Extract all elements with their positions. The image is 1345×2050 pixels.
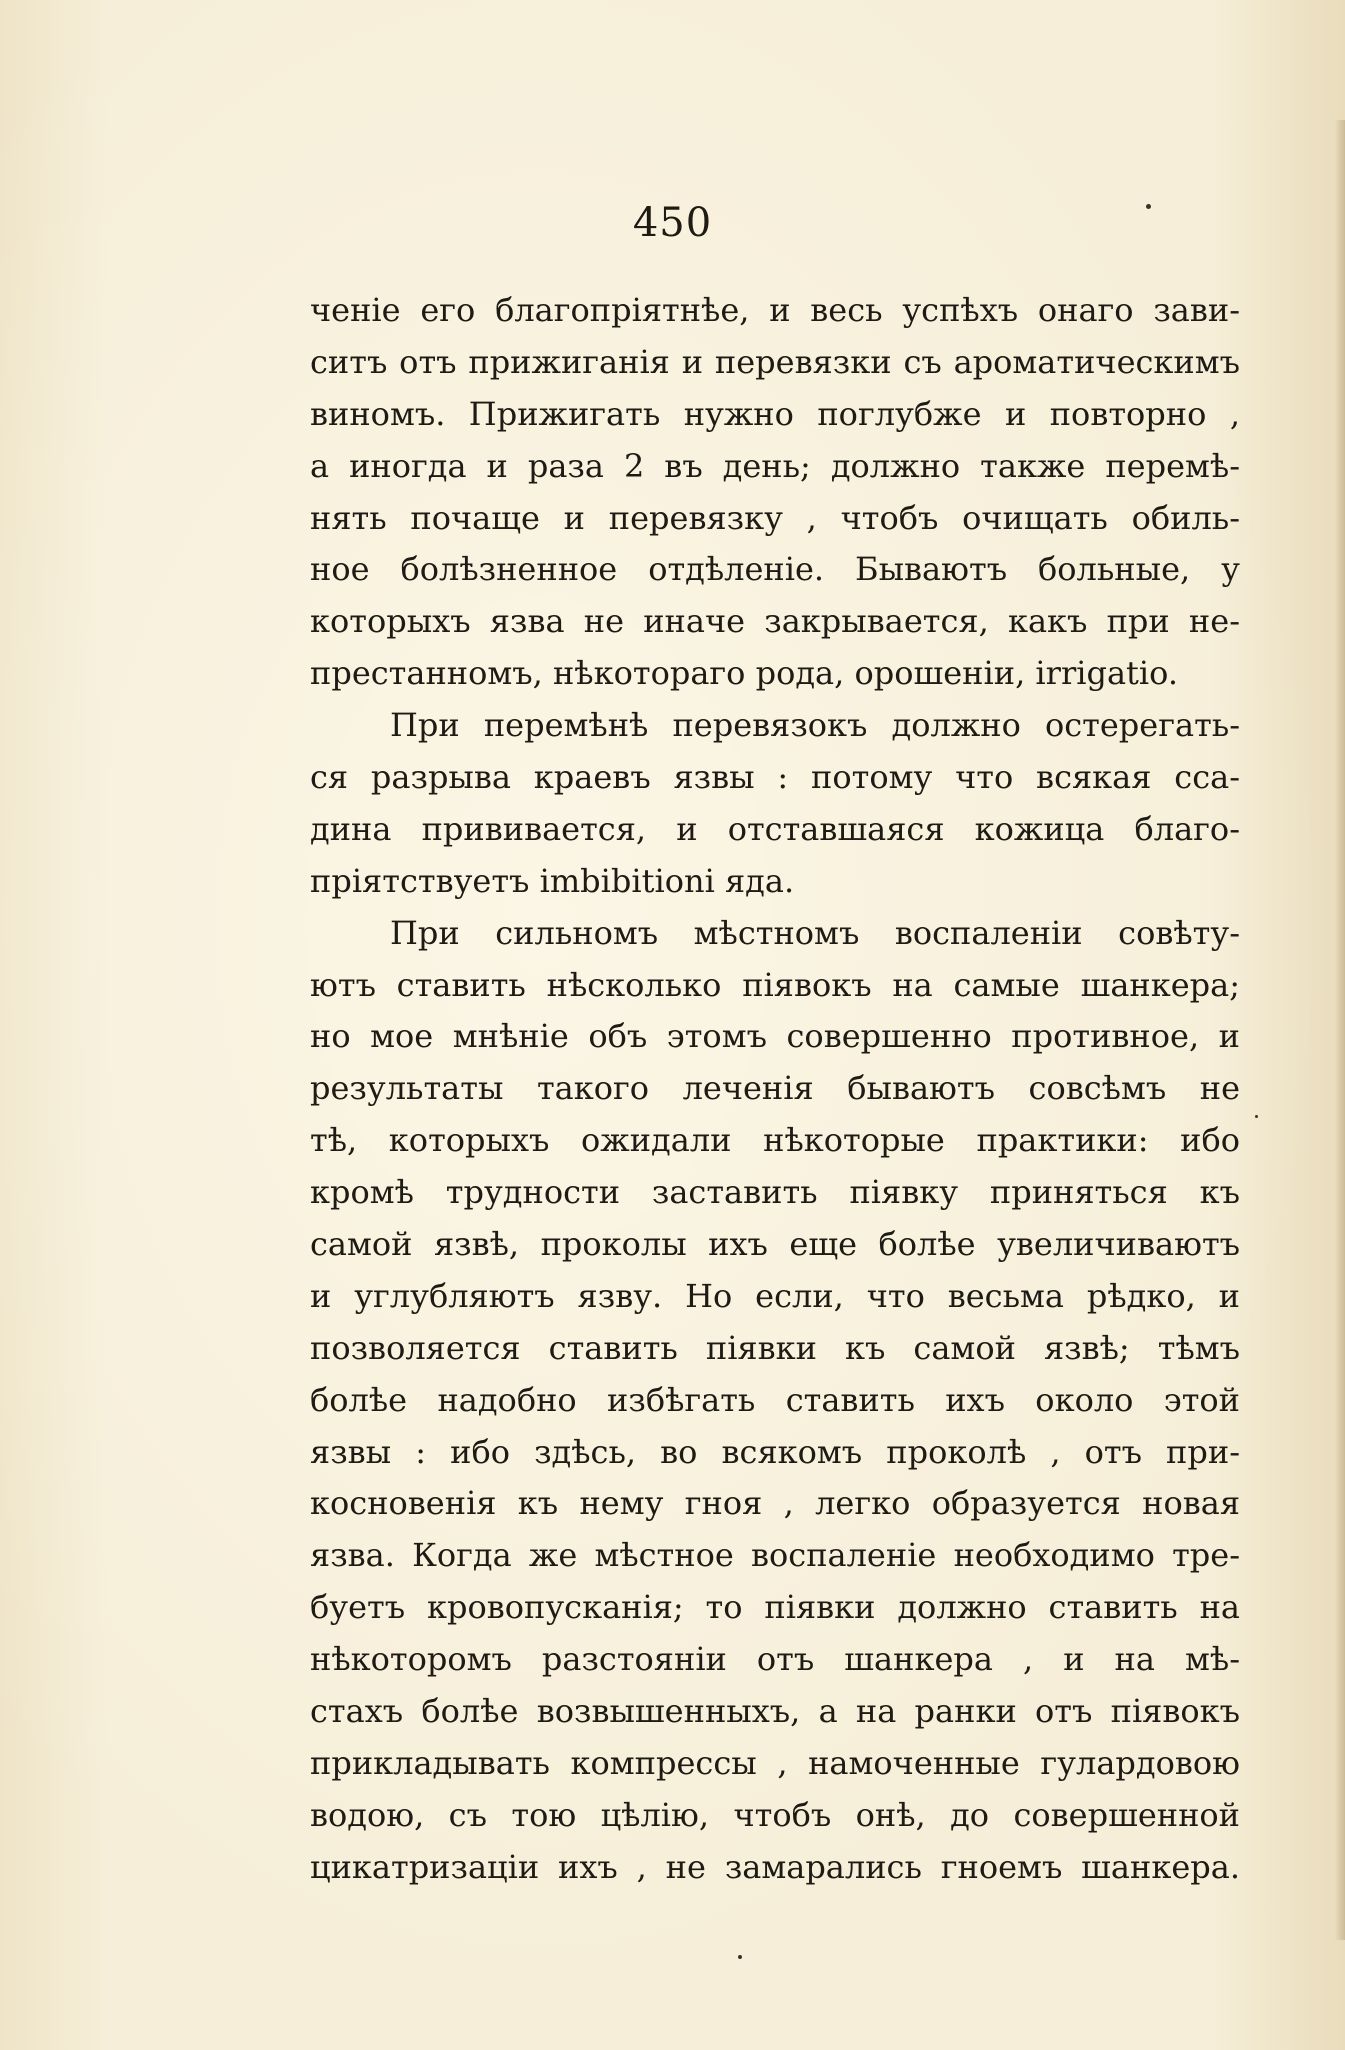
text-line: нять почаще и перевязку , чтобъ очищать обиль- [310,498,1240,537]
text-line: стахъ болѣе возвышенныхъ, а на ранки отъ піявокъ [310,1692,1240,1731]
text-line: но мое мнѣніе объ этомъ совершенно противное, и [310,1017,1240,1056]
text-line: а иногда и раза 2 въ день; должно также перемѣ- [310,446,1240,485]
ink-speck [1255,1115,1258,1118]
text-line: ченіе его благопріятнѣе, и весь успѣхъ онаго зави- [310,291,1240,329]
text-line: При перемѣнѣ перевязокъ должно остерегать- [390,706,1240,745]
text-line: ситъ отъ прижиганія и перевязки съ ароматическимъ [310,342,1240,381]
text-line: водою, съ тою цѣлію, чтобъ онѣ, до совершенной [310,1795,1240,1834]
body-text [310,285,1240,1894]
text-line: болѣе надобно избѣгать ставить ихъ около этой [310,1380,1240,1419]
text-line: пріятствуетъ imbibitioni яда. [310,861,795,900]
page-number: 450 [632,200,713,246]
text-line: позволяется ставить піявки къ самой язвѣ; тѣмъ [310,1328,1240,1367]
text-line: престанномъ, нѣкотораго рода, орошеніи, irrigatio. [310,654,1178,693]
text-line: ся разрыва краевъ язвы : потому что всякая сса- [310,758,1240,797]
ink-speck [738,1955,742,1959]
text-line: ное болѣзненное отдѣленіе. Бываютъ больные, у [310,550,1240,589]
text-line: самой язвѣ, проколы ихъ еще болѣе увеличиваютъ [310,1225,1240,1264]
text-line: и углубляютъ язву. Но если, что весьма рѣдко, и [310,1276,1240,1315]
text-line: язвы : ибо здѣсь, во всякомъ проколѣ , отъ при- [310,1432,1240,1471]
text-line: результаты такого леченія бываютъ совсѣмъ не [310,1069,1240,1108]
text-line: ютъ ставить нѣсколько піявокъ на самые шанкера; [310,965,1240,1004]
text-line: цикатризаціи ихъ , не замарались гноемъ шанкера. [310,1847,1240,1886]
text-line: кромѣ трудности заставить піявку приняться къ [310,1173,1240,1212]
page-edge-shadow [1335,120,1345,1940]
text-line: косновенія къ нему гноя , легко образуется новая [310,1484,1240,1523]
text-line: При сильномъ мѣстномъ воспаленіи совѣту- [390,913,1240,952]
text-line: виномъ. Прижигать нужно поглубже и повторно , [310,394,1240,433]
text-line: которыхъ язва не иначе закрывается, какъ при не- [310,602,1240,641]
text-line: прикладывать компрессы , намоченные гулардовою [310,1743,1240,1782]
text-line: нѣкоторомъ разстояніи отъ шанкера , и на мѣ- [310,1640,1240,1679]
text-line: язва. Когда же мѣстное воспаленіе необходимо тре- [310,1536,1240,1575]
text-line: буетъ кровопусканія; то піявки должно ставить на [310,1588,1240,1627]
text-line: тѣ, которыхъ ожидали нѣкоторые практики: ибо [310,1121,1240,1160]
text-line: дина прививается, и отставшаяся кожица благо- [310,809,1240,848]
